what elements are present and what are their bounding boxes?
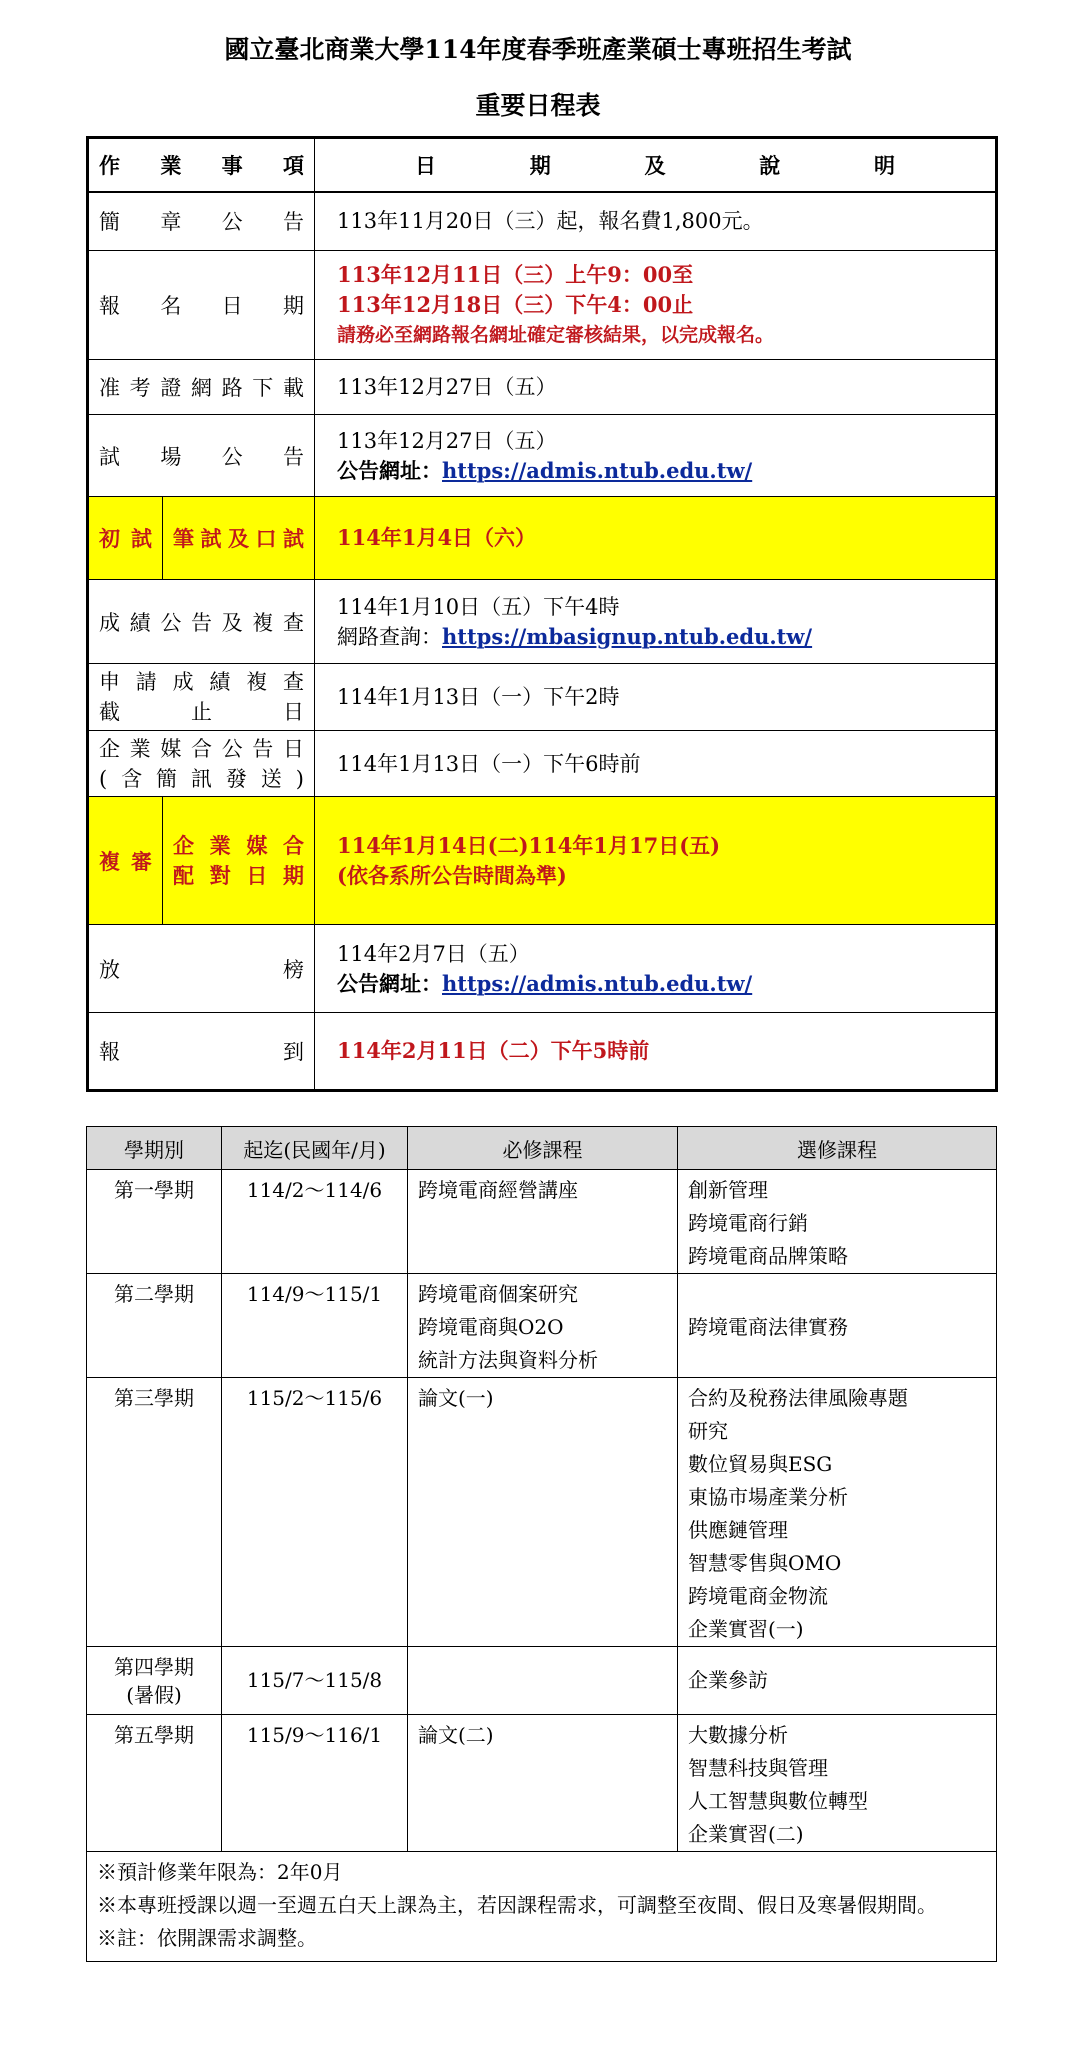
- required-list: [408, 1378, 678, 1647]
- period: 115/2～115/6: [222, 1378, 408, 1647]
- course-item: 企業實習(二): [688, 1822, 804, 1846]
- row-brochure: [88, 192, 997, 251]
- period: 115/9～116/1: [222, 1715, 408, 1852]
- registration-note: 請務必至網路報名網址確定審核結果，以完成報名。: [337, 324, 775, 346]
- course-item: 供應鏈管理: [688, 1518, 788, 1542]
- term: 第一學期: [87, 1170, 222, 1274]
- row-second-exam: [88, 797, 997, 925]
- row-first-exam: [88, 497, 997, 580]
- course-header-row: [87, 1127, 997, 1170]
- schedule-table: [86, 136, 998, 1092]
- text-matching-notice: 114年1月13日（一）下午6時前: [337, 751, 641, 776]
- course-item: 跨境電商金物流: [688, 1584, 828, 1608]
- table-row: [87, 1715, 997, 1852]
- course-item: 創新管理: [688, 1178, 768, 1202]
- course-item: 合約及稅務法律風險專題: [688, 1386, 908, 1410]
- elective-list: [678, 1647, 997, 1715]
- label-enrollment: 報 到: [99, 1040, 304, 1064]
- term: [87, 1647, 222, 1715]
- text-enrollment: 114年2月11日（二）下午5時前: [337, 1038, 650, 1063]
- row-enrollment: [88, 1013, 997, 1091]
- note-line: ※本專班授課以週一至週五白天上課為主，若因課程需求，可調整至夜間、假日及寒暑假期間。: [97, 1893, 937, 1917]
- header-period: 起迄(民國年/月): [222, 1127, 408, 1170]
- label-second-exam: 複 審: [99, 848, 152, 874]
- label-final-list: 放 榜: [99, 957, 304, 982]
- term: 第五學期: [87, 1715, 222, 1852]
- row-registration: [88, 251, 997, 360]
- label-matching-notice-2: ( 含 簡 訊 發 送 ): [99, 766, 304, 791]
- page-title: 國立臺北商業大學114年度春季班產業碩士專班招生考試: [224, 35, 852, 64]
- required-list: [408, 1647, 678, 1715]
- course-item: 東協市場產業分析: [688, 1485, 848, 1509]
- link-label-final: 公告網址：: [337, 970, 442, 996]
- label-matching-notice: 企 業 媒 合 公 告 日: [99, 736, 304, 761]
- course-item: 跨境電商與O2O: [418, 1315, 564, 1339]
- period: 115/7～115/8: [222, 1647, 408, 1715]
- text-second-exam: 114年1月14日(二)114年1月17日(五): [337, 832, 721, 858]
- header-detail: 日 期 及 說 明: [415, 152, 895, 178]
- label-registration: 報 名 日 期: [99, 294, 304, 318]
- note-line: ※預計修業年限為：2年0月: [97, 1860, 343, 1884]
- elective-list: [678, 1378, 997, 1647]
- term-line-2: (暑假): [126, 1682, 182, 1707]
- row-admission-ticket: [88, 360, 997, 415]
- notes: [87, 1852, 997, 1962]
- course-item: 數位貿易與ESG: [688, 1452, 833, 1476]
- row-matching-notice: [88, 731, 997, 797]
- label-results: 成 績 公 告 及 複 查: [99, 610, 304, 635]
- required-list: [408, 1170, 678, 1274]
- admis-link-final[interactable]: https://admis.ntub.edu.tw/: [442, 970, 753, 996]
- course-item: 論文(二): [418, 1723, 494, 1747]
- course-item: 跨境電商個案研究: [418, 1282, 578, 1306]
- elective-list: [678, 1274, 997, 1378]
- course-item: 智慧零售與OMO: [688, 1551, 842, 1575]
- course-table: [86, 1126, 997, 1962]
- label-exam-venue: 試 場 公 告: [99, 444, 304, 469]
- course-item: 研究: [688, 1419, 728, 1443]
- text-results: 114年1月10日（五）下午4時: [337, 594, 620, 619]
- term-line: 第四學期: [114, 1654, 194, 1679]
- row-review-deadline: [88, 664, 997, 731]
- course-item: 人工智慧與數位轉型: [688, 1789, 868, 1813]
- course-item: 跨境電商經營講座: [418, 1178, 578, 1202]
- header-required: 必修課程: [408, 1127, 678, 1170]
- table-row: [87, 1274, 997, 1378]
- label-brochure: 簡 章 公 告: [99, 210, 304, 235]
- required-list: [408, 1274, 678, 1378]
- text-brochure: 113年11月20日（三）起，報名費1,800元。: [337, 209, 764, 234]
- registration-start: 113年12月11日（三）上午9：00至: [337, 262, 694, 287]
- elective-list: [678, 1170, 997, 1274]
- term: 第三學期: [87, 1378, 222, 1647]
- course-item: 跨境電商法律實務: [688, 1315, 848, 1339]
- header-item: 作 業 事 項: [99, 152, 304, 178]
- text-review-deadline: 114年1月13日（一）下午2時: [337, 685, 620, 709]
- label-first-exam: 初 試: [99, 526, 152, 551]
- row-results: [88, 580, 997, 664]
- course-item: 跨境電商品牌策略: [688, 1244, 848, 1268]
- course-item: 企業實習(一): [688, 1617, 804, 1641]
- note-line: ※註：依開課需求調整。: [97, 1926, 317, 1950]
- sublabel-second-exam-2: 配 對 日 期: [173, 862, 304, 888]
- period: 114/9～115/1: [222, 1274, 408, 1378]
- term: 第二學期: [87, 1274, 222, 1378]
- table-row: [87, 1170, 997, 1274]
- row-exam-venue: [88, 415, 997, 497]
- sublabel-second-exam: 企 業 媒 合: [173, 832, 304, 858]
- link-label: 公告網址：: [337, 457, 442, 483]
- course-item: 智慧科技與管理: [688, 1756, 828, 1780]
- table-row: [87, 1647, 997, 1715]
- query-label: 網路查詢：: [337, 624, 442, 649]
- text-first-exam: 114年1月4日（六）: [337, 525, 537, 550]
- header-elective: 選修課程: [678, 1127, 997, 1170]
- schedule-header-row: [88, 138, 997, 192]
- row-final-list: [88, 925, 997, 1013]
- text-admission-ticket: 113年12月27日（五）: [337, 375, 557, 399]
- header-term: 學期別: [87, 1127, 222, 1170]
- elective-list: [678, 1715, 997, 1852]
- period: 114/2～114/6: [222, 1170, 408, 1274]
- admis-link[interactable]: https://admis.ntub.edu.tw/: [442, 457, 753, 483]
- label-review-deadline-2: 截 止 日: [99, 700, 304, 724]
- text-exam-venue: 113年12月27日（五）: [337, 428, 557, 453]
- notes-row: [87, 1852, 997, 1962]
- mbasignup-link[interactable]: https://mbasignup.ntub.edu.tw/: [442, 623, 813, 649]
- table-row: [87, 1378, 997, 1647]
- required-list: [408, 1715, 678, 1852]
- course-item: 企業參訪: [688, 1668, 768, 1692]
- course-item: 跨境電商行銷: [688, 1211, 808, 1235]
- text-final-list: 114年2月7日（五）: [337, 941, 530, 966]
- registration-end: 113年12月18日（三）下午4：00止: [337, 292, 694, 317]
- label-admission-ticket: 准 考 證 網 路 下 載: [99, 376, 304, 400]
- course-item: 統計方法與資料分析: [418, 1348, 598, 1372]
- sublabel-first-exam: 筆 試 及 口 試: [173, 526, 304, 551]
- note-second-exam: (依各系所公告時間為準): [337, 862, 567, 888]
- course-item: 大數據分析: [688, 1723, 788, 1747]
- course-item: 論文(一): [418, 1386, 494, 1410]
- page-subtitle: 重要日程表: [475, 91, 601, 120]
- label-review-deadline: 申 請 成 績 複 查: [99, 670, 304, 694]
